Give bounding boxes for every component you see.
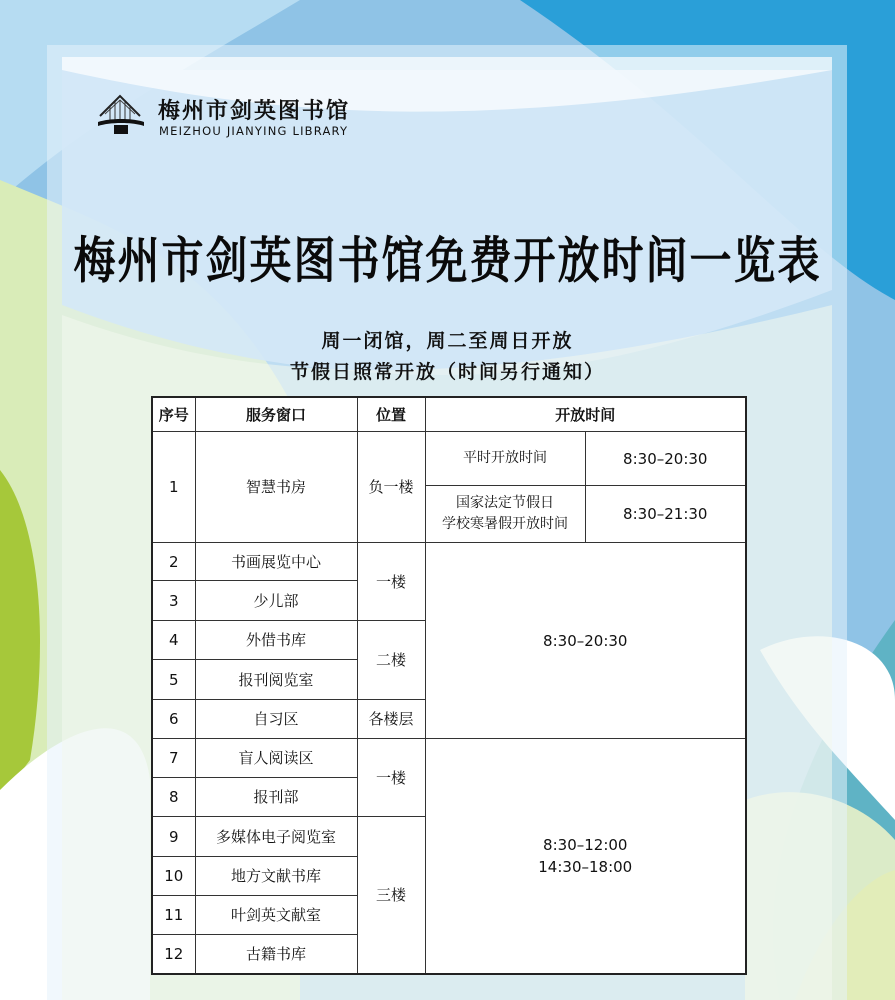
holiday-hours-time: 8:30–21:30 [585, 486, 746, 543]
opening-hours-table [151, 396, 747, 975]
service-window: 自习区 [195, 700, 357, 739]
location: 负一楼 [357, 432, 425, 543]
library-logo [96, 92, 396, 144]
location: 各楼层 [357, 700, 425, 739]
header-location: 位置 [357, 397, 425, 432]
library-emblem-icon [96, 92, 146, 138]
opening-time: 8:30–20:30 [425, 543, 746, 739]
service-window: 少儿部 [195, 581, 357, 621]
logo-name-en: MEIZHOU JIANYING LIBRARY [159, 124, 349, 138]
row-number: 5 [152, 660, 195, 700]
row-number: 2 [152, 543, 195, 581]
table-row [152, 739, 746, 778]
row-number: 6 [152, 700, 195, 739]
opening-time-afternoon: 14:30–18:00 [538, 857, 633, 876]
service-window: 地方文献书库 [195, 857, 357, 896]
holiday-note: 节假日照常开放（时间另行通知） [289, 361, 605, 383]
service-window: 古籍书库 [195, 935, 357, 974]
holiday-label-line-2: 学校寒暑假开放时间 [442, 516, 568, 532]
service-window: 报刊部 [195, 778, 357, 817]
service-window: 智慧书房 [195, 432, 357, 543]
row-number: 7 [152, 739, 195, 778]
row-number: 1 [152, 432, 195, 543]
regular-hours-time: 8:30–20:30 [585, 432, 746, 486]
header-opening-hours: 开放时间 [425, 397, 746, 432]
service-window: 外借书库 [195, 621, 357, 660]
location: 三楼 [357, 817, 425, 974]
location: 二楼 [357, 621, 425, 700]
table-row [152, 432, 746, 486]
holiday-label-line-1: 国家法定节假日 [456, 495, 554, 511]
opening-time [425, 739, 746, 974]
logo-name-cn: 梅州市剑英图书馆 [158, 98, 351, 124]
row-number: 11 [152, 896, 195, 935]
row-number: 3 [152, 581, 195, 621]
regular-hours-label: 平时开放时间 [425, 432, 585, 486]
location: 一楼 [357, 739, 425, 817]
row-number: 12 [152, 935, 195, 974]
table-header-row [152, 397, 746, 432]
service-window: 报刊阅览室 [195, 660, 357, 700]
row-number: 8 [152, 778, 195, 817]
opening-note: 周一闭馆，周二至周日开放 [321, 330, 574, 352]
header-number: 序号 [152, 397, 195, 432]
header-service-window: 服务窗口 [195, 397, 357, 432]
location: 一楼 [357, 543, 425, 621]
row-number: 10 [152, 857, 195, 896]
opening-time-morning: 8:30–12:00 [543, 835, 628, 854]
row-number: 9 [152, 817, 195, 857]
page-title: 梅州市剑英图书馆免费开放时间一览表 [73, 231, 822, 290]
service-window: 书画展览中心 [195, 543, 357, 581]
table-row [152, 543, 746, 581]
service-window: 叶剑英文献室 [195, 896, 357, 935]
row-number: 4 [152, 621, 195, 660]
holiday-hours-label [425, 486, 585, 543]
service-window: 盲人阅读区 [195, 739, 357, 778]
service-window: 多媒体电子阅览室 [195, 817, 357, 857]
